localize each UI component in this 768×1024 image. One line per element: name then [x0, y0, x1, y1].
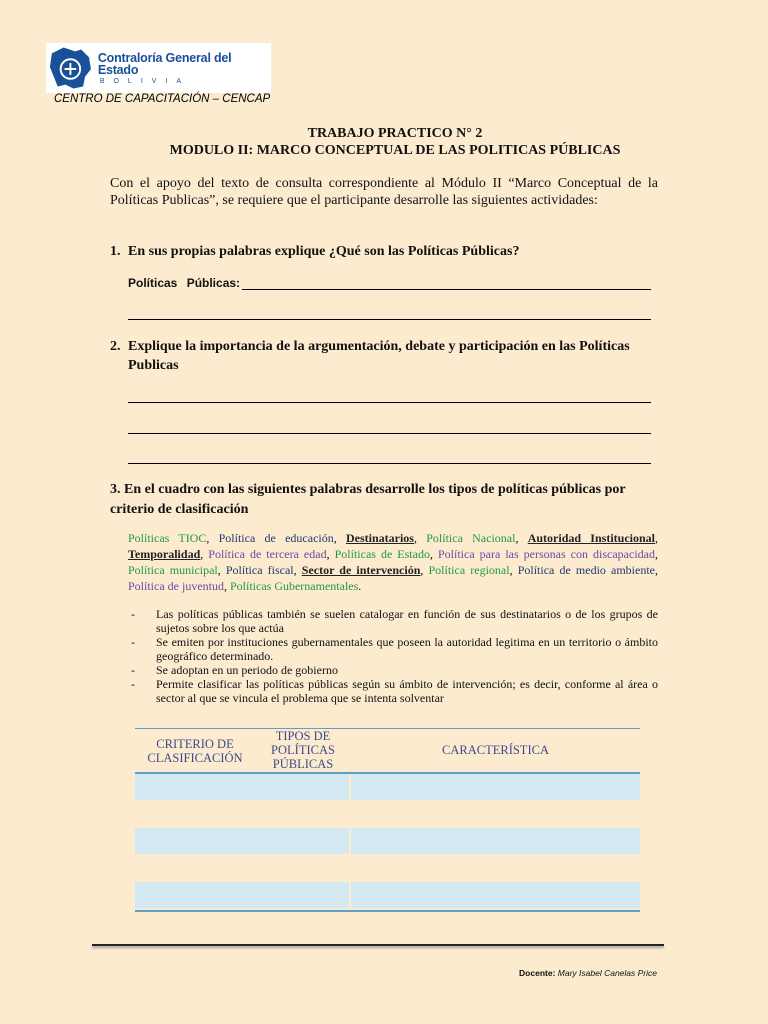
- hint-item: [131, 635, 658, 663]
- word-separator: ,: [429, 547, 438, 561]
- word-term: Política municipal: [128, 563, 218, 577]
- word-separator: ,: [655, 547, 658, 561]
- hint-item: [131, 607, 658, 635]
- header-caracteristica: CARACTERÍSTICA: [442, 743, 549, 757]
- doc-subtitle: MODULO II: MARCO CONCEPTUAL DE LAS POLITICAS PÚBLICAS: [169, 143, 621, 158]
- header-tipos: TIPOS DE POLÍTICAS PÚBLICAS: [271, 729, 335, 771]
- hint-list: [131, 607, 658, 705]
- word-separator: ,: [420, 563, 429, 577]
- word-term: Política fiscal: [225, 563, 294, 577]
- word-term: Política de medio ambiente: [517, 563, 655, 577]
- hint-text: Permite clasificar las políticas públicas según su ámbito de intervención; es decir, conforme al área o sector al que se vincula el problema que se intenta solventar: [156, 677, 658, 705]
- hint-text: Las políticas públicas también se suelen catalogar en función de sus destinatarios o de los grupos de sujetos sobre los que actúa: [156, 607, 658, 635]
- classification-table: [135, 728, 640, 912]
- hint-text: Se emiten por instituciones gubernamentales que poseen la autoridad legitima en un territorio o ámbito geográfico determinado.: [156, 635, 658, 663]
- table-row[interactable]: [135, 828, 640, 854]
- answer-line[interactable]: [242, 289, 651, 290]
- docente-name: Mary Isabel Canelas Price: [557, 968, 657, 978]
- footer-rule: [92, 944, 664, 946]
- word-separator: ,: [655, 531, 658, 545]
- word-term: Sector de intervención: [301, 563, 421, 577]
- word-separator: ,: [515, 531, 528, 545]
- logo-subtitle: BOLIVIA: [99, 77, 191, 85]
- table-row[interactable]: [135, 882, 640, 908]
- doc-title: TRABAJO PRACTICO N° 2: [307, 126, 483, 141]
- word-separator: ,: [206, 531, 219, 545]
- word-term: Políticas de Estado: [334, 547, 430, 561]
- answer-line[interactable]: [128, 402, 651, 403]
- word-term: Política de juventud: [128, 579, 224, 593]
- header-criterio: CRITERIO DE CLASIFICACIÓN: [147, 737, 243, 765]
- word-separator: ,: [509, 563, 518, 577]
- word-list: [128, 530, 658, 594]
- question-number: 2.: [110, 339, 121, 354]
- word-term: Política regional: [428, 563, 510, 577]
- word-term: Política de tercera edad: [208, 547, 327, 561]
- answer-line[interactable]: [128, 319, 651, 320]
- table-row[interactable]: [135, 774, 640, 800]
- word-separator: ,: [326, 547, 335, 561]
- word-separator: ,: [223, 579, 230, 593]
- word-term: Autoridad Institucional: [527, 531, 655, 545]
- column-divider: [349, 774, 351, 911]
- word-separator: ,: [333, 531, 346, 545]
- dash-bullet-icon: -: [131, 635, 135, 649]
- word-term: Políticas TIOC: [128, 531, 207, 545]
- intro-paragraph: Con el apoyo del texto de consulta correspondiente al Módulo II “Marco Conceptual de la Políticas Publicas”, se requiere que el participante desarrolle las siguientes actividades:: [110, 176, 658, 208]
- contraloria-logo: [46, 43, 271, 93]
- word-separator: .: [358, 579, 362, 593]
- word-term: Temporalidad: [128, 547, 201, 561]
- hint-item: [131, 663, 658, 677]
- answer-label: Políticas Públicas:: [128, 276, 241, 290]
- word-separator: ,: [413, 531, 427, 545]
- answer-line[interactable]: [128, 463, 651, 464]
- question-number: 1.: [110, 244, 121, 259]
- word-term: Política Nacional: [426, 531, 516, 545]
- question-1: [110, 242, 658, 261]
- question-3: 3. En el cuadro con las siguientes palabras desarrolle los tipos de políticas públicas por criterio de clasificación: [110, 482, 626, 517]
- table-bottom-rule: [135, 910, 640, 912]
- question-2: [110, 337, 658, 375]
- bolivia-map-icon: [46, 43, 95, 93]
- word-separator: ,: [293, 563, 302, 577]
- word-separator: ,: [655, 563, 658, 577]
- word-term: Políticas Gubernamentales: [229, 579, 359, 593]
- word-separator: ,: [200, 547, 209, 561]
- question-text: Explique la importancia de la argumentación, debate y participación en las Políticas Publicas: [128, 339, 630, 373]
- word-separator: ,: [217, 563, 226, 577]
- docente-label: Docente:: [519, 968, 556, 978]
- word-term: Política para las personas con discapacidad: [437, 547, 655, 561]
- question-text: En sus propias palabras explique ¿Qué son las Políticas Públicas?: [128, 244, 520, 259]
- center-name: CENTRO DE CAPACITACIÓN – CENCAP: [54, 93, 271, 105]
- dash-bullet-icon: -: [131, 677, 135, 691]
- answer-line[interactable]: [128, 433, 651, 434]
- hint-item: [131, 677, 658, 705]
- word-term: Destinatarios: [345, 531, 414, 545]
- dash-bullet-icon: -: [131, 663, 135, 677]
- hint-text: Se adoptan en un periodo de gobierno: [156, 663, 338, 677]
- footer-docente: [519, 968, 657, 978]
- word-term: Política de educación: [218, 531, 334, 545]
- dash-bullet-icon: -: [131, 607, 135, 621]
- logo-title: Contraloría General del Estado: [97, 50, 232, 77]
